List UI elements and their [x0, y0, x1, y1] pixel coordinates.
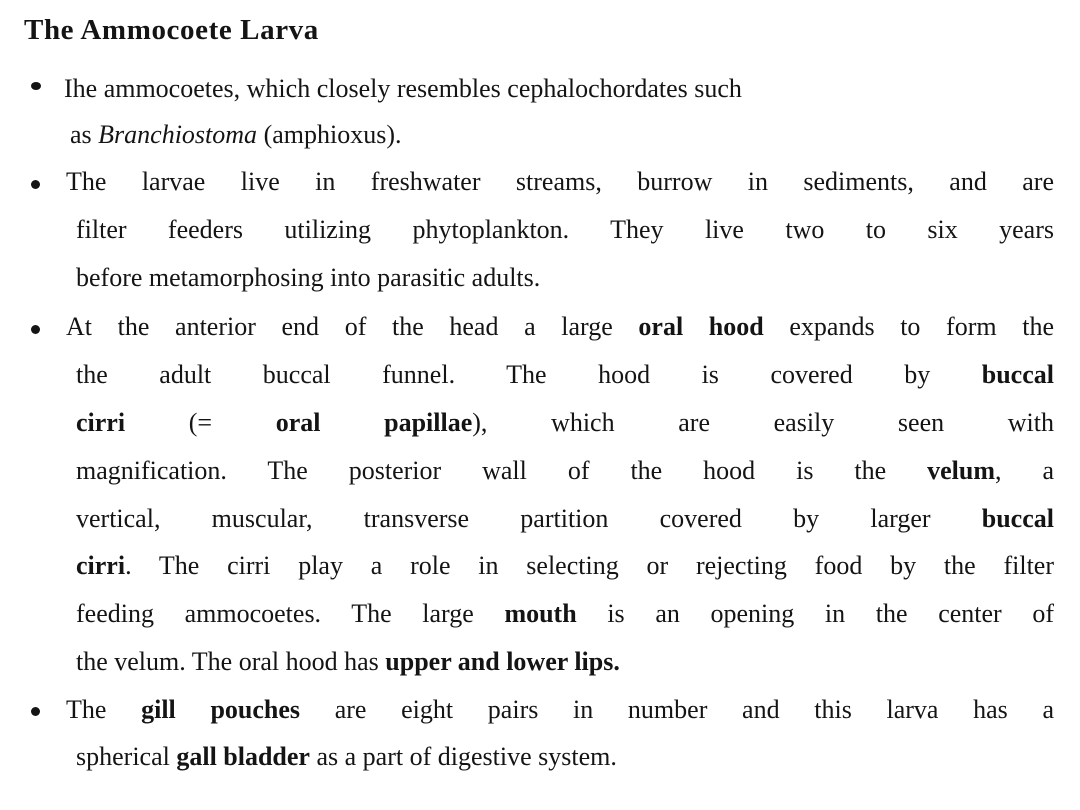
text-span: magnification. The posterior wall of the hood is the	[76, 456, 928, 485]
text-span: are eight pairs in number and this larva has a	[300, 695, 1055, 724]
text-line	[76, 265, 540, 291]
bold-term: velum	[927, 456, 996, 485]
text-span: as a part of digestive system.	[309, 742, 617, 771]
text-line	[76, 458, 1054, 484]
text-line	[76, 553, 1054, 579]
text-span: ), which are easily seen with	[472, 408, 1054, 437]
text-span: Ihe ammocoetes, which closely resembles cephalochordates such	[64, 74, 742, 103]
bullet-icon	[31, 82, 41, 90]
text-span: is an opening in the center of	[576, 599, 1054, 628]
text-span: as	[70, 120, 99, 149]
bold-term: cirri	[76, 408, 126, 437]
text-line	[66, 314, 1054, 340]
text-line	[66, 169, 1054, 195]
bold-term: buccal	[981, 360, 1054, 389]
text-span: . The cirri play a role in selecting or rejecting food by the filter	[125, 551, 1054, 580]
text-span: expands to form the	[763, 312, 1055, 341]
text-span: the velum. The oral hood has	[76, 647, 386, 676]
text-span: , a	[995, 456, 1055, 485]
text-line	[76, 217, 1054, 243]
text-line	[76, 744, 617, 770]
text-span: At the anterior end of the head a large	[66, 312, 639, 341]
text-span: before metamorphosing into parasitic adults.	[76, 263, 541, 292]
text-span: The	[66, 695, 142, 724]
bold-term: gall bladder	[176, 742, 310, 771]
bold-term: oral hood	[638, 312, 764, 341]
bold-term: upper and lower lips.	[385, 647, 620, 676]
page-title: The Ammocoete Larva	[24, 14, 319, 46]
text-span: The larvae live in freshwater streams, burrow in sediments, and are	[66, 167, 1054, 196]
bold-term: mouth	[504, 599, 577, 628]
text-line	[64, 76, 1044, 102]
text-line	[66, 697, 1054, 723]
text-span: spherical	[76, 742, 177, 771]
bold-term: oral papillae	[275, 408, 473, 437]
text-line	[76, 506, 1054, 532]
text-line	[76, 601, 1054, 627]
bullet-icon	[31, 707, 40, 716]
text-line	[76, 649, 620, 675]
text-line	[76, 410, 1054, 436]
text-span: feeding ammocoetes. The large	[76, 599, 505, 628]
text-span: vertical, muscular, transverse partition covered by larger	[76, 504, 982, 533]
text-span: (amphioxus).	[257, 120, 402, 149]
bold-term: cirri	[76, 551, 126, 580]
text-line	[76, 362, 1054, 388]
bullet-icon	[31, 180, 40, 189]
italic-term: Branchiostoma	[98, 120, 258, 149]
bold-term: gill pouches	[141, 695, 301, 724]
text-span: filter feeders utilizing phytoplankton. They live two to six years	[76, 215, 1054, 244]
bold-term: buccal	[981, 504, 1054, 533]
text-span: the adult buccal funnel. The hood is covered by	[76, 360, 982, 389]
text-span: (=	[125, 408, 276, 437]
text-line	[70, 122, 401, 148]
bullet-icon	[31, 325, 40, 334]
